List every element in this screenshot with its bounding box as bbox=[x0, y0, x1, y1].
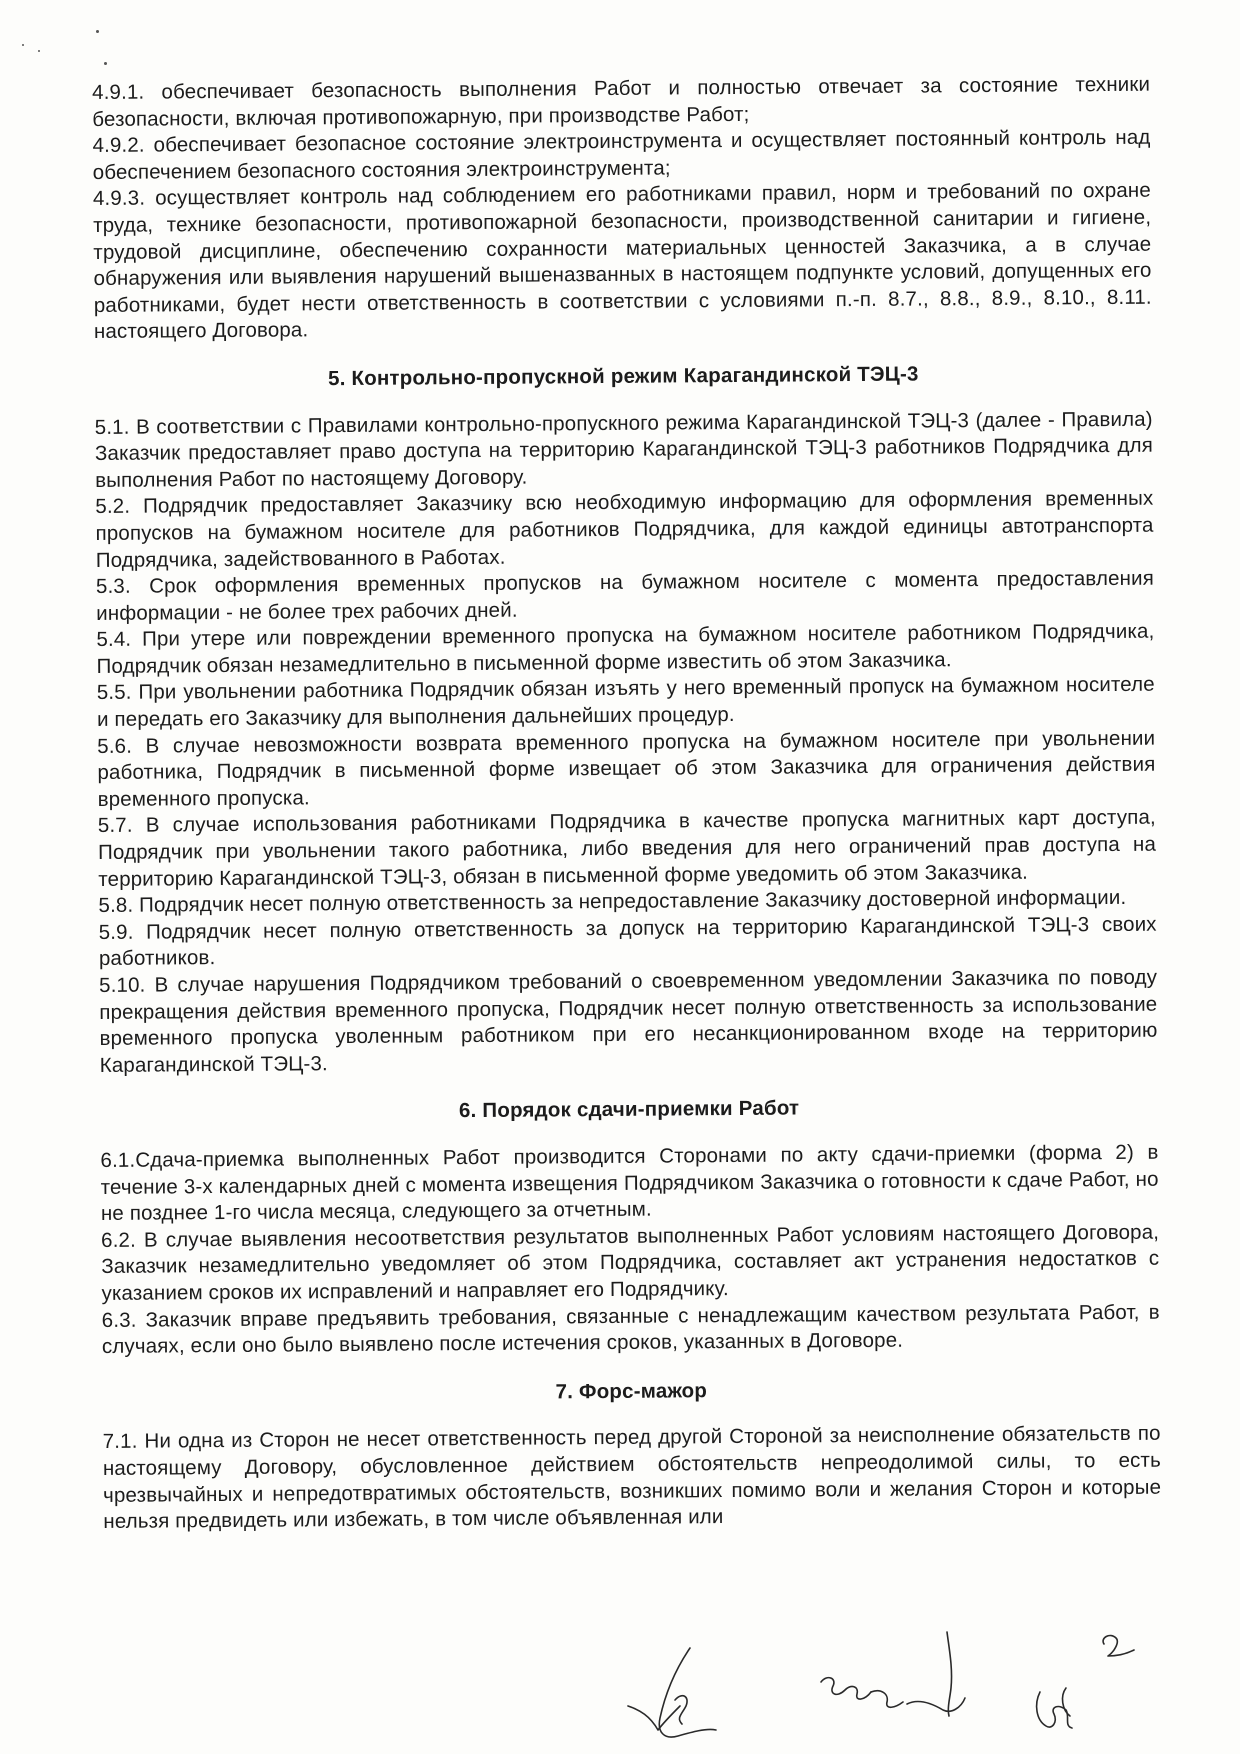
clause-5-5: 5.5. При увольнении работника Подрядчик обязан изъять у него временный пропуск на бумажном носителе и передать его Заказчику для выполнения дальнейших процедур. bbox=[96, 673, 1155, 732]
section-5-heading: 5. Контрольно-пропускной режим Карагандинской ТЭЦ-3 bbox=[328, 362, 919, 391]
clause-5-6: 5.6. В случае невозможности возврата временного пропуска на бумажном носителе при увольнении работника, Подрядчик в письменной форме извещает об этом Заказчика для ограничения действия временного пропуска. bbox=[97, 726, 1156, 811]
clause-7-1: 7.1. Ни одна из Сторон не несет ответственность перед другой Стороной за неисполнение обязательств по настоящему Договору, обусловленное действием обстоятельств непреодолимой силы, то есть чрезвычайных и непредотвратимых обстоятельств, возникших помимо воли и желания Сторон и которые нельзя предвидеть или избежать, в том числе объявленная или bbox=[102, 1421, 1162, 1534]
document-body bbox=[92, 72, 1161, 1536]
signature-stroke-vertical bbox=[935, 1628, 965, 1718]
clause-4-9-1: 4.9.1. обеспечивает безопасность выполнения Работ и полностью отвечает за состояние техники безопасности, включая противопожарную, при производстве Работ; bbox=[92, 72, 1151, 131]
clause-5-1: 5.1. В соответствии с Правилами контрольно-пропускного режима Карагандинской ТЭЦ-3 (далее - Правила) Заказчик предоставляет право доступа на территорию Карагандинской ТЭЦ-3 работников Подрядчика для выполнения Работ по настоящему Договору. bbox=[94, 407, 1153, 492]
clause-5-10: 5.10. В случае нарушения Подрядчиком требований о своевременном уведомлении Заказчика по поводу прекращения действия временного пропуска, Подрядчик несет полную ответственность за использование временного пропуска уволенным работником при его несанкционированном входе на территорию Карагандинской ТЭЦ-3. bbox=[99, 965, 1158, 1077]
clause-4-9-3: 4.9.3. осуществляет контроль над соблюдением его работниками правил, норм и требований по охране труда, технике безопасности, противопожарной безопасности, производственной санитарии и гигиене, трудовой дисциплине, обеспечению сохранности материальных ценностей Заказчика, а в случае обнаружения или выявления нарушений вышеназванных в настоящем подпункте условий, допущенных его работниками, будет нести ответственность в соответствии с условиями п.-п. 8.7., 8.8., 8.9., 8.10., 8.11. настоящего Договора. bbox=[92, 179, 1152, 344]
section-7-heading: 7. Форс-мажор bbox=[555, 1378, 708, 1404]
signature-3 bbox=[1020, 1630, 1140, 1740]
clause-6-2: 6.2. В случае выявления несоответствия результатов выполненных Работ условиям настоящего Договора, Заказчик незамедлительно уведомляет об этом Подрядчика, составляет акт устранения недостатков с указанием сроков их исправлений и направляет его Подрядчику. bbox=[101, 1220, 1160, 1305]
section-7-body bbox=[103, 1421, 1162, 1536]
section-5-body bbox=[95, 406, 1158, 1079]
clause-6-3: 6.3. Заказчик вправе предъявить требования, связанные с ненадлежащим качеством результата Работ, в случаях, если оно было выявлено после истечения сроков, указанных в Договоре. bbox=[101, 1300, 1160, 1359]
section-6-heading: 6. Порядок сдачи-приемки Работ bbox=[458, 1096, 800, 1123]
clause-5-3: 5.3. Срок оформления временных пропусков на бумажном носителе с момента предоставления информации - не более трех рабочих дней. bbox=[95, 566, 1155, 625]
scan-speck bbox=[38, 50, 40, 52]
scan-speck bbox=[104, 62, 107, 65]
clause-4-9-subitems bbox=[92, 72, 1152, 346]
signature-1 bbox=[620, 1640, 730, 1750]
scan-speck bbox=[96, 30, 99, 33]
scan-speck bbox=[22, 44, 24, 46]
clause-5-7: 5.7. В случае использования работниками Подрядчика в качестве пропуска магнитных карт доступа, Подрядчик при увольнении такого работника, либо введения для него ограничений прав доступа на территорию Карагандинской ТЭЦ-3, обязан в письменной форме уведомить об этом Заказчика. bbox=[97, 806, 1157, 891]
clause-5-2: 5.2. Подрядчик предоставляет Заказчику всю необходимую информацию для оформления временных пропусков на бумажном носителе для работников Подрядчика, для каждой единицы автотранспорта Подрядчика, задействованного в Работах. bbox=[95, 486, 1154, 572]
clause-5-4: 5.4. При утере или повреждении временного пропуска на бумажном носителе работником Подрядчика, Подрядчик обязан незамедлительно в письменной форме известить об этом Заказчика. bbox=[96, 619, 1155, 678]
clause-6-1: 6.1.Сдача-приемка выполненных Работ производится Сторонами по акту сдачи-приемки (форма 2) в течение 3-х календарных дней с момента извещения Подрядчиком Заказчика о готовности к сдаче Работ, но не позднее 1-го числа месяца, следующего за отчетным. bbox=[100, 1140, 1159, 1226]
clause-5-9: 5.9. Подрядчик несет полную ответственность за допуск на территорию Карагандинской ТЭЦ-3 своих работников. bbox=[98, 912, 1157, 971]
signature-area bbox=[600, 1640, 1200, 1750]
clause-5-8: 5.8. Подрядчик несет полную ответственность за непредоставление Заказчику достоверной информации. bbox=[98, 886, 1127, 918]
section-6-body bbox=[100, 1140, 1160, 1361]
clause-4-9-2: 4.9.2. обеспечивает безопасное состояние электроинструмента и осуществляет постоянный контроль над обеспечением безопасного состояния электроинструмента; bbox=[92, 125, 1151, 184]
